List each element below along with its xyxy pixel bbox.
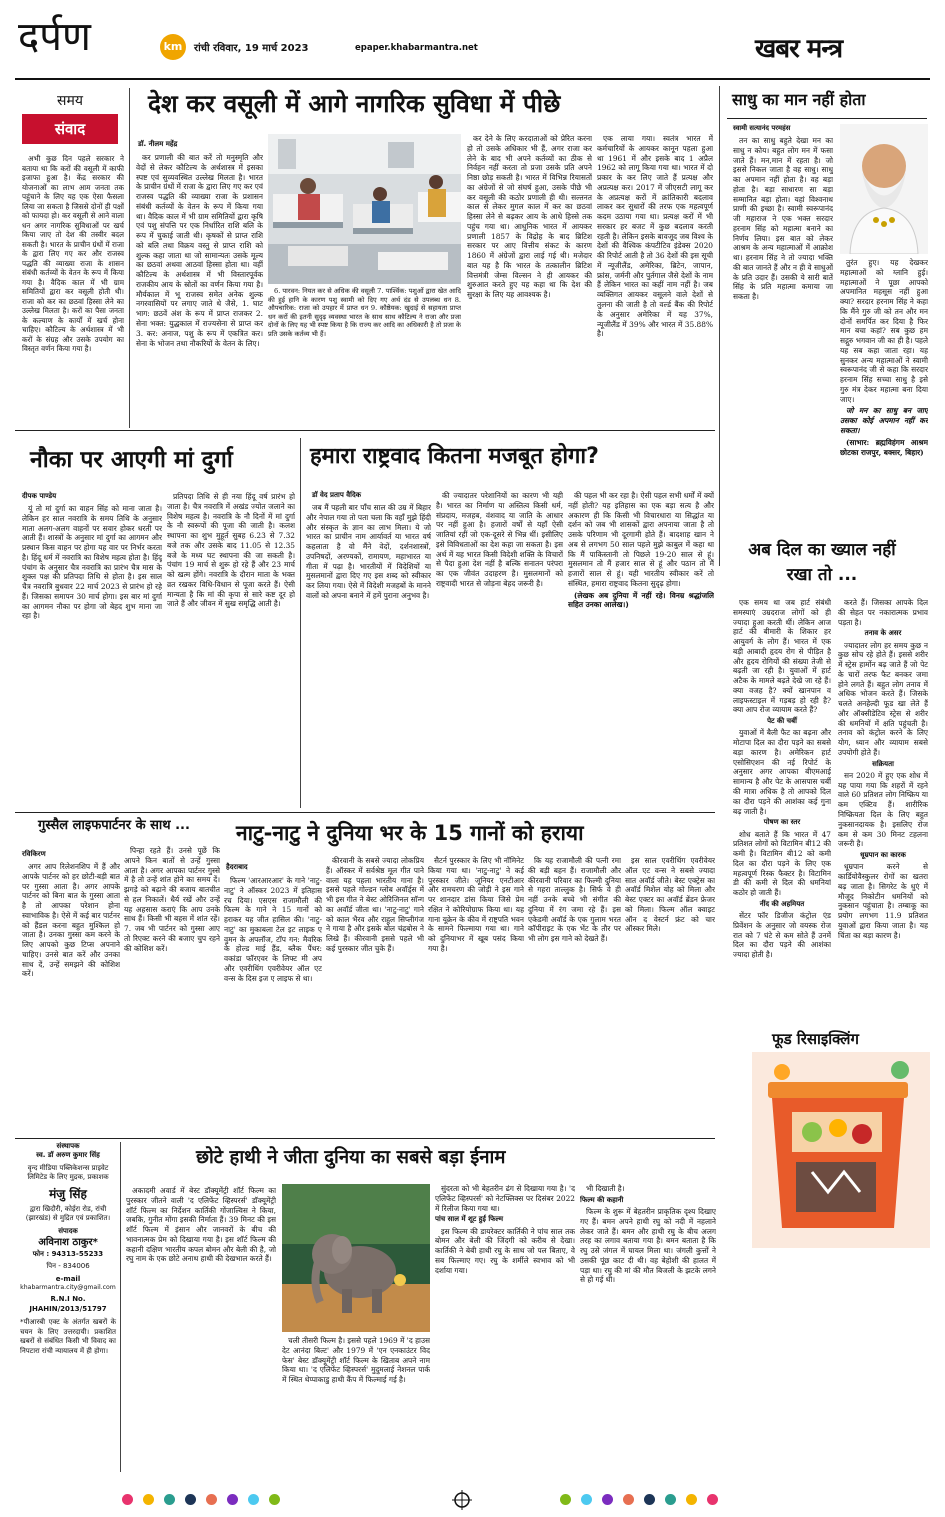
imprint-email[interactable]: khabarmantra.city@gmail.com	[20, 1284, 116, 1292]
registration-dot	[581, 1494, 592, 1505]
sadhu-quote: जो मन का साधु बन जाए उसका कोई अपमान नहीं कर सकता।	[840, 406, 928, 436]
rashtravad-col-2-text: की ज्यादातर परेशानियों का कारण भी यही है। भारत का निर्माण या अस्तित्व किसी धर्म, संप्रदाय, मजहब, वंशवाद या जाति के आधार पर नहीं हुआ है। हजारों वर्षों से यहाँ ऐसी जातियां रहीं जो एक-दूसरे से भिन्न थीं। इसीलिए इसे विविधताओं का देश कहा जा सकता है। इस अर्थ में यह भारत किसी विदेशी शक्ति के विचारों से पैदा हुआ देश नहीं है बल्कि सनातन परंपरा का एक जीवंत उदाहरण है। मुसलमानों को राष्ट्रवादी भारत से जोड़ना बेहद जरूरी है।	[436, 491, 563, 588]
hathi-sub-kahani: फिल्म की कहानी	[580, 1195, 624, 1204]
nauka-headline: नौका पर आएगी मां दुर्गा	[30, 447, 233, 473]
registration-dot	[185, 1494, 196, 1505]
nauka-col-2-text: प्रतिपदा तिथि से ही नया हिंदू वर्ष प्रारंभ हो जाता है। चैत्र नवरात्रि में अखंड ज्योत जलाने का विशेष महत्व है। नवरात्रि के नौ दिनों में मां दुर्गा के नौ स्वरूपों की पूजा की जाती है। कलश स्थापना का शुभ मुहूर्त सुबह 6.23 से 7.32 बजे तक और उसके बाद 11.05 से 12.35 बजे के मध्य घट स्थापना की जा सकती है। पंचांग 19 मार्च से शुरू हो रहे हैं और 23 मार्च को खत्म होंगे। नवरात्रि के दौरान माता के भक्त व्रत रखकर विधि-विधान से पूजा करते हैं। ऐसी मान्यता है कि मां की कृपा से सारे कष्ट दूर हो जाते हैं और जीवन में सुख समृद्धि आती है।	[167, 492, 295, 609]
samay-tag-bottom: संवाद	[22, 114, 118, 144]
registration-dot	[686, 1494, 697, 1505]
sadhu-headline: साधु का मान नहीं होता	[732, 90, 866, 109]
lead-col-3-text: एक लाया गया। स्वतंत्र भारत में कर्मचारियों के आयकर कानून पहला हुआ था 1961 में और इसके बाद 1 अप्रैल 1962 को लागू किया गया था। भारत में दो प्रकार के कर लिए जाते हैं प्रत्यक्ष और अप्रत्यक्ष कर। 2017 में जीएसटी लागू कर के अप्रत्यक्ष करों में क्रांतिकारी बदलाव लाकर कर सुधारों की तरफ एक महत्वपूर्ण कदम उठाया गया था। प्रत्यक्ष करों में भी सरकार हर बजट में कुछ बदलाव करती रहती है। लेकिन इसके बावजूद जब विश्व के देशों की वैश्विक कंपटीटिव इंडेक्स 2020 की रिपोर्ट आती है तो 36 देशों की इस सूची में न्यूजीलैंड, अमेरिका, ब्रिटेन, जापान, फ्रांस, जर्मनी और पुर्तगाल जैसे देशों के नाम हैं लेकिन भारत का कहीं नाम नहीं है। जब व्यक्तिगत आयकर वसूलने वाले देशों से तुलना की जाती है तो वर्ल्ड बैंक की रिपोर्ट के अनुसार अमेरिका में यह 37%, न्यूजीलैंड में 39% और भारत में 35.88% है।	[597, 134, 713, 339]
registration-dot	[623, 1494, 634, 1505]
lead-col-1	[136, 153, 263, 423]
rashtravad-col-1	[306, 503, 431, 803]
natu-col-2	[326, 856, 424, 1132]
registration-dot	[143, 1494, 154, 1505]
natu-col-5	[625, 856, 715, 1132]
masthead	[0, 0, 945, 78]
hospital-photo	[268, 134, 461, 284]
lead-byline: डॉ. नीलम महेंद्र	[138, 140, 178, 148]
epaper-link[interactable]: epaper.khabarmantra.net	[355, 43, 478, 53]
registration-dot	[248, 1494, 259, 1505]
swami-portrait-image	[840, 124, 928, 254]
sadhu-col-2-text: तुरंत हुए। यह देखकर महात्माओं को ग्लानि हुई। महात्माओं ने पूछा आपको अपमानित महसूस नहीं हुआ क्या? सरदार हरनाम सिंह ने कहा कि मैंने गुरु जी को तन और मन दोनों समर्पित कर दिया है फिर मान बचा कहां? सब कुछ हम सद्गुरु भगवान जी का ही है। पहले यह सब कहा जाता रहा। यह सुनकर अन्य महात्माओं ने स्वामी स्वरूपानंद जी से कहा कि सरदार हरनाम सिंह सच्चा साधु है इसे गुरु मंत्र देकर महात्मा बना दिया जाए।	[840, 258, 928, 404]
samay-body	[22, 154, 124, 414]
hathi-col-3-text: सुंदरता को भी बेहतरीन ढंग से दिखाया गया है। 'द एलिफेंट व्हिस्परर्स' को नेटफ्लिक्स पर दिसंबर 2022 में रिलीज किया गया था।	[435, 1184, 575, 1213]
hospital-ward-image	[268, 134, 461, 284]
dil-sub-tanav: तनाव के असर	[864, 629, 902, 638]
samay-text: अभी कुछ दिन पहले सरकार ने बताया था कि करों की वसूली में काफी इजाफा हुआ है। केंद्र सरकार की योजनाओं का लाभ आम जनता तक पहुंचाने के लिए यह एक ऐसा फैसला लिया जा सकता है जिससे दोनों ही पक्षों को फायदा हो। कर वसूली से आने वाला धन अगर नागरिक सुविधाओं पर खर्च किया जाए तो देश की तस्वीर बदल सकती है। भारत के प्राचीन ग्रंथों में राजा के द्वारा लिए गए कर और राजस्व पद्धति की व्याख्या राजा के शासन संबंधी कर्तव्यों के वेतन के रूप में किया गया है। वैदिक काल में भी ग्राम समितियों द्वारा कर वसूली होती थी। राजा को कर का छठवां हिस्सा लेने का उल्लेख मिलता है। करों का पैसा जनता के कल्याण के कार्यों में खर्च होना चाहिए। कौटिल्य के अर्थशास्त्र में भी करों के संग्रह और उसके उपयोग का विस्तृत वर्णन किया गया है।	[22, 154, 124, 353]
gussail-byline: रविकिरण	[22, 850, 46, 858]
natu-col-1	[224, 876, 322, 1132]
dil-col-1-text: एक समय था जब हार्ट संबंधी समस्याएं उम्रदराज लोगों को ही ज्यादा हुआ करती थीं। लेकिन आज हार्ट की बीमारी के शिकार हर आयुवर्ग के लोग हैं। भारत में एक बड़ी आबादी हृदय रोग से पीड़ित है और हृदय रोगियों की संख्या तेजी से बढ़ती जा रही है। युवाओं में हार्ट अटैक के मामले बढ़ते देखे जा रहे हैं। क्या वजह है? क्यों खानपान व लाइफस्टाइल में गड़बड़ हो रही है? क्या आप रोज व्यायाम करते हैं?	[733, 598, 831, 715]
baby-elephant-image	[282, 1184, 430, 1332]
samay-tag	[22, 88, 118, 148]
samay-tag-top: समय	[22, 88, 118, 114]
lead-col-3	[597, 134, 713, 424]
gussail-col-1	[22, 862, 120, 1132]
lead-caption-text: 6. पारवन: नियत कर से अधिक की वसूली 7. पार्श्विक: पशुओं द्वारा खेत आदि की हुई हानि के कारण पशु स्वामी को दिए गए अर्थ दंड से उपलब्ध धन 8. औपचारिक: राजा को उपहार में प्राप्त धन 9. कौष्ठेयक: खुदाई से सहायता प्राप्त धन करों की इतनी सुदृढ़ व्यवस्था भारत के साथ साथ कौटिल्य ने राजा और प्रजा दोनों के लिए यह भी स्पष्ट किया है कि राज्य कर आदि का अधिकारी है तो प्रजा के प्रति उसके कर्तव्य भी हैं।	[268, 287, 461, 338]
dil-col-1b-text: युवाओं में बैली फैट का बढ़ना और मोटापा दिल का दौरा पड़ने का सबसे बड़ा कारण है। अमेरिकन हार्ट एसोसिएशन की नई रिपोर्ट के अनुसार अगर आपका बीएमआई सामान्य है और पेट के आसपास चर्बी की मात्रा अधिक है तो आपको दिल का दौरा पड़ने की आशंका कई गुना बढ़ जाती है।	[733, 728, 831, 816]
food-recycling-illustration	[752, 1052, 930, 1248]
samay-divider	[129, 88, 130, 428]
dil-headline-1: अब दिल का ख्याल नहीं	[748, 540, 896, 560]
imprint-email-label: e-mail	[55, 1274, 81, 1283]
hathi-col-2-text: चली तीसरी फिल्म है। इससे पहले 1969 में 'द हाउस देट आनंदा बिल्ट' और 1979 में 'एन एनकाउंटर विद फेस' बेस्ट डॉक्यूमेंट्री शॉर्ट फिल्म के खिताब अपने नाम किया था। 'द एलिफेंट व्हिस्परर्स' मुदुमलाई नेशनल पार्क में स्थित थेप्पाकाडु हाथी कैंप में फिल्माई गई है।	[282, 1336, 430, 1385]
dil-headline-2: रखा तो ...	[786, 565, 858, 585]
natu-headline: नाटु-नाटु ने दुनिया भर के 15 गानों को हराया	[236, 821, 584, 845]
food-title: फूड रिसाइक्लिंग	[772, 1030, 859, 1048]
hathi-col-1	[126, 1186, 276, 1476]
hathi-col-3	[435, 1184, 575, 1476]
registration-mark-icon	[452, 1490, 472, 1510]
registration-dot	[644, 1494, 655, 1505]
imprint-publisher: वृन्द मीडिया पब्लिकेशन्स प्राइवेट लिमिटेड के लिए मुद्रक, प्रकाशक	[27, 1163, 109, 1182]
rashtravad-credit: (लेखक अब दुनिया में नहीं रहे। विनम्र श्रद्धांजलि सहित उनका आलेख।)	[568, 590, 714, 610]
nauka-col-2	[167, 492, 295, 804]
dateline: रांची रविवार, 19 मार्च 2023	[194, 43, 309, 54]
dil-col-2	[838, 598, 928, 1028]
lead-col-2	[467, 134, 592, 424]
nauka-col-1-text: यूं तो मां दुर्गा का वाहन सिंह को माना जाता है। लेकिन हर साल नवरात्रि के समय तिथि के अनुसार माता अलग-अलग वाहनों पर सवार होकर धरती पर आती हैं। शास्त्रों के अनुसार मां दुर्गा का आगमन और प्रस्थान किस वाहन पर होगा यह वार पर निर्भर करता है। हिंदू धर्म में नवरात्रि का विशेष महत्व होता है। हिंदू पंचांग के अनुसार चैत्र नवरात्रि का प्रारंभ चैत्र मास के शुक्ल पक्ष की प्रतिपदा तिथि से होता है। इस साल चैत्र नवरात्रि बुधवार 22 मार्च 2023 से प्रारंभ हो रहे हैं। जिसका समापन 30 मार्च होगा। इस बार मां दुर्गा का आगमन नौका पर होगा जो बेहद शुभ माना जा रहा है।	[22, 504, 162, 621]
registration-dot	[206, 1494, 217, 1505]
lead-col-2-text: कर देने के लिए करदाताओं को प्रेरित करना हो तो उसके अधिकार भी हैं, अगर राजा कर लेने के बाद भी अपने कर्तव्यों का ठीक से निर्वहन नहीं करता तो प्रजा उसके प्रति अपने निष्ठा छोड़ सकती है। भारत में विभिन्न रियासतों का अंग्रेजों से जो संघर्ष हुआ, उसके पीछे भी कर वसूली की कठोर प्रणाली ही थी। सल्तनत काल से लेकर मुगल काल में कर का छठवां हिस्सा लेने से बढ़कर आय के आधे हिस्से तक पहुंच गया था। आधुनिक भारत में आयकर प्रणाली 1857 के विद्रोह के बाद ब्रिटिश सरकार पर आए वित्तीय संकट के कारण 1860 में अंग्रेजों द्वारा लाई गई थी। मजेदार बात यह है कि भारत के तत्कालीन ब्रिटिश वित्तमंत्री जेम्स विल्सन ने ही आयकर की शुरुआत करते हुए यह कहा था कि देश की सुरक्षा के लिए यह आवश्यक है।	[467, 134, 592, 300]
imprint-divider	[120, 1142, 121, 1472]
imprint-founder: स्व. डॉ अरुण कुमार सिंह	[36, 1151, 100, 1160]
dil-sub-poshan: पोषण का स्तर	[763, 818, 801, 827]
registration-dot	[164, 1494, 175, 1505]
nauka-byline: दीपक पाण्डेय	[22, 492, 57, 500]
sadhu-col-1	[733, 136, 833, 566]
rashtravad-headline: हमारा राष्ट्रवाद कितना मजबूत होगा?	[310, 444, 599, 469]
registration-dot	[122, 1494, 133, 1505]
rashtravad-col-2	[436, 491, 563, 803]
natu-col-5-text: इस साल एवरीथिंग एवरीवेयर ऑल एट वन्स ने सबसे ज्यादा सात अवॉर्ड जीते। बेस्ट एक्ट्रेस का अवॉर्ड मिशेल योह को मिला और बेस्ट एक्टर का अवॉर्ड ब्रेंडन फ्रेजर को मिला। फिल्म ऑल क्वाइट ऑन द वेस्टर्न फ्रंट को चार ऑस्कर मिले।	[625, 856, 715, 934]
imprint-note: *पीआरबी एक्ट के अंतर्गत खबरों के चयन के लिए उत्तरदायी। प्रकाशित खबरों से संबंधित किसी भी विवाद का निपटारा रांची न्यायालय में ही होगा।	[20, 1318, 116, 1355]
imprint-title: संस्थापक	[56, 1142, 80, 1150]
dil-col-2d-text: धूम्रपान करने से कार्डियोवैस्कुलर रोगों का खतरा बढ़ जाता है। सिगरेट के धुएं में मौजूद निकोटीन धमनियों को नुकसान पहुंचाता है। तम्बाकू का प्रयोग लगभग 11.9 प्रतिशत युवाओं द्वारा किया जाता है। यह चिंता का बड़ा कारण है।	[838, 862, 928, 940]
imprint-box	[20, 1142, 116, 1470]
dil-sub-neend: नींद की अहमियत	[759, 899, 805, 908]
registration-dot	[707, 1494, 718, 1505]
hathi-col-1-text: अकादमी अवार्ड में बेस्ट डॉक्यूमेंट्री शॉर्ट फिल्म का पुरस्कार जीतने वाली 'द एलिफेंट व्हिस्परर्स' डॉक्यूमेंट्री शॉर्ट फिल्म का निर्देशन कार्तिकी गोंजाल्विस ने किया, जबकि, गुनीत मोंगा इसकी निर्माता हैं। 39 मिनट की इस शॉर्ट फिल्म में इंसान और जानवरों के बीच की भावनात्मक प्रेम को दिखाया गया है। इस शॉर्ट फिल्म की कहानी दक्षिण भारतीय कपल बोमन और बेली की है, जो रघु नाम के एक छोटे अनाथ हाथी की देखभाल करते हैं।	[126, 1186, 276, 1264]
section-title: दर्पण	[18, 14, 91, 60]
natu-col-4-text: कि यह राजामौली की पत्नी रमा की बड़ी बहन हैं। राजामौली और कीरवानी परिवार का फिल्मी दुनिया से गहरा ताल्लुक है। सिर्फ वे ही नहीं उनके बच्चे भी संगीत की दुनिया में रंग जमा रहे हैं। इस एकेडमी अवॉर्ड के एक गुलाम भरत कॉपीराइट के एक भेंट के तौर पर भी लोग इस गाने को देखते हैं।	[528, 856, 621, 944]
gussail-col-2	[124, 846, 220, 1132]
sadhu-byline: स्वामी सत्यानंद परमहंस	[733, 124, 791, 132]
natu-byline: हैदराबाद	[226, 863, 248, 871]
dil-sub-pet: पेट की चर्बी	[767, 717, 797, 726]
gussail-col-2-text: पिन्हा रहते हैं। उनसे पूछें कि आपने किन बातों से उन्हें गुस्सा आता है। अगर आपका पार्टनर गुस्से में है तो उन्हें शांत होने का समय दें। झगड़े को बढ़ाने की बजाय बातचीत से हल निकालें। धैर्य रखें और उन्हें यह अहसास कराएं कि आप उनके साथ हैं। किसी भी बहस में शांत रहें। 7. जब भी पार्टनर को गुस्सा आए तो रिएक्ट करने की बजाए चुप रहने की कोशिश करें।	[124, 846, 220, 953]
nauka-col-1	[22, 504, 162, 804]
dil-sub-sakriyata: सक्रियता	[872, 759, 894, 768]
masthead-rule	[15, 78, 930, 80]
footer-dots-left	[122, 1494, 422, 1508]
footer-dots-right	[560, 1494, 860, 1508]
natu-col-4	[528, 856, 621, 1132]
hathi-col-4b-text: फिल्म के शुरू में बेहतरीन प्राकृतिक दृश्य दिखाए गए हैं। बमन अपने हाथी रघु को नदी में नहलाने लेकर जाते हैं। बमन और हाथी रघु के बीच अलग तरह का लगाव बताया गया है। बमन बताता है कि रघु उसे जंगल में घायल मिला था। जंगली कुत्तों ने उसकी पूंछ काट दी थी। वह बेहोशी की हालत में पड़ा था। रघु की मां की मौत बिजली के झटके लगने से हो गई थी।	[580, 1207, 716, 1285]
natu-col-3-text: सैटर्न पुरस्कार के लिए भी नॉमिनेट किया गया था। 'नाटु-नाटु' ने कई पुरस्कार जीते। जूनियर एनटीआर और रामचरण की जोड़ी ने इस गाने पर शानदार डांस किया जिसे प्रेम रक्षित ने कोरियोग्राफ किया था। यह गाना यूक्रेन के कीव में राष्ट्रपति भवन के सामने फिल्माया गया था। गाने को दुनियाभर में खूब पसंद किया गया है।	[428, 856, 524, 953]
top-band-rule	[15, 430, 715, 431]
logo-text: km	[163, 40, 183, 53]
sadhu-col-1-text: तन का साधु बहुते देखा मन का साधु न कोय। बहुत लोग मन में फसा जाते हैं। मन,मान में रहता है। जो इससे निकल जाता है वह साधु। साधु का अपमान नहीं होता है। वह बड़ा होता है। बड़ा साधारण सा बड़ा सम्मानित बड़ा होता। यहां विश्वनाथ प्राणी की इच्छा है। स्वामी स्वरूपानंद जी महाराज ने एक भक्त सरदार हरनाम सिंह को महात्मा बनाने का निर्णय लिया। इस बात को लेकर आश्रम के अन्य महात्माओं में आक्रोश था। हरनाम सिंह ने तो ज्यादा भक्ति की बात जानते हैं और न ही वे साधुओं के प्रति उदार हैं। उसकी ये सारी बातें सिंह के प्रति महात्मा कमाया जा सकता है।	[733, 136, 833, 302]
imprint-editor: मंजु सिंह	[49, 1186, 87, 1201]
lead-caption	[268, 287, 461, 423]
dil-col-1d-text: सेंटर फॉर डिजीज कंट्रोल एंड प्रिवेंशन के अनुसार जो वयस्क रोज रात को 7 घंटे से कम सोते हैं उनमें दिल का दौरा पड़ने की आशंका ज्यादा होती है।	[733, 911, 831, 960]
hathi-col-2	[282, 1336, 430, 1476]
dil-col-2b-text: ज्यादातर लोग हर समय कुछ न कुछ सोच रहे होते हैं। इससे शरीर में स्ट्रेस हार्मोन बढ़ जाते हैं जो पेट के चारों तरफ फैट बनकर जमा होने लगते हैं। बहुत लोग तनाव में अधिक भोजन करते हैं। जिसके चलते अनहेल्दी फूड खा लेते हैं और ऑक्सीडेटिव स्ट्रेस से शरीर की धमनियों में क्षति पहुंचती है। तनाव को कंट्रोल करने के लिए योग, ध्यान और व्यायाम सबसे उपयोगी होते हैं।	[838, 640, 928, 757]
lead-right-divider	[719, 86, 720, 566]
imprint-address: द्वारा खिदौरी, कोईरा रोड, रांची (झारखंड) से मुद्रित एवं प्रकाशित।	[25, 1204, 111, 1223]
brand-logo: खबर मन्त्र	[755, 34, 843, 64]
sadhu-credit: (साभार: ब्रह्मविहंगम आश्रम छोटका राजपुर, बक्सर, बिहार)	[840, 437, 928, 457]
hathi-col-4	[580, 1184, 716, 1476]
registration-dot	[269, 1494, 280, 1505]
rashtravad-col-3	[568, 491, 714, 803]
natu-col-1-text: फिल्म 'आरआरआर' के गाने 'नाटु-नाटु' ने ऑस्कर 2023 में इतिहास रच दिया। एसएस राजामौली की फिल्म के गाने ने 15 गानों को हराकर यह जीत हासिल की। 'नाटु-नाटु' का मुकाबला टेल इट लाइक ए वुमन के अपलॉज, टॉप गन: मैवरिक के होल्ड माई हैंड, ब्लैक पैंथर: वकांडा फॉरएवर के लिफ्ट मी अप और एवरीथिंग एवरीवेयर ऑल एट वन्स के दिस इज ए लाइफ से था।	[224, 876, 322, 983]
gussail-col-1-text: अगर आप रिलेशनशिप में हैं और आपके पार्टनर को हर छोटी-बड़ी बात पर गुस्सा आता है। अगर आपके पार्टनर को बिना बात के गुस्सा आता है तो आपका परेशान होना स्वाभाविक है। ऐसे में कई बार पार्टनर को हैंडल करना बहुत मुश्किल हो जाता है। उनका गुस्सा कम करने के लिए आपको कुछ टिप्स अपनाने चाहिए। उनसे बात करें और उनका साथ दें, उन्हें समझने की कोशिश करें।	[22, 862, 120, 979]
sadhu-rule	[727, 118, 927, 119]
rashtravad-col-3-text: की पहल भी कर रहा है। ऐसी पहल सभी धर्मों में क्यों नहीं होती? यह इतिहास का एक बड़ा सत्य है और अकारण ही कि किसी भी विचारधारा या सिद्धांत या दर्शन को जब भी शासकों द्वारा अपनाया जाता है तो उसके परिणाम भी दूरगामी होते हैं। बादशाह खान ने अब से लगभग 50 साल पहले मुझे काबुल में कहा था कि मैं पाकिस्तानी तो पिछले 19-20 साल से हूं। मुसलमान तो मैं हजार साल से हूं और पठान तो मैं हजारों साल से हूं। यही भारतीय स्वीकार करें तो संस्थित, हमारा राष्ट्रवाद कितना सुदृढ़ होगा।	[568, 491, 714, 588]
hathi-sub-shoot: पांच साल में शूट हुई फिल्म	[435, 1215, 504, 1224]
registration-dot	[602, 1494, 613, 1505]
lead-headline: देश कर वसूली में आगे नागरिक सुविधा में पीछे	[148, 89, 561, 118]
rashtravad-byline: डॉ वेद प्रताप वैदिक	[312, 491, 362, 499]
hathi-headline: छोटे हाथी ने जीता दुनिया का सबसे बड़ा ईनाम	[196, 1147, 506, 1168]
sadhu-col-2	[840, 258, 928, 568]
sadhu-photo	[840, 124, 928, 254]
imprint-sampadak-name: अविनाश ठाकुर*	[38, 1237, 98, 1249]
dil-col-2c-text: सन 2020 में हुए एक शोध में यह पाया गया कि शहरों में रहने वाले 60 प्रतिशत लोग निष्क्रिय या कम एक्टिव हैं। शारीरिक निष्क्रियता दिल के लिए बहुत नुकसानदायक है। इसलिए रोज कम से कम 30 मिनट टहलना जरूरी है।	[838, 770, 928, 849]
elephant-photo	[282, 1184, 430, 1332]
registration-dot	[665, 1494, 676, 1505]
dil-col-1c-text: शोध बताते हैं कि भारत में 47 प्रतिशत लोगों को विटामिन बी12 की कमी है। विटामिन बी12 को कमी दिल का दौरा पड़ने के लिए एक महत्वपूर्ण रिस्क फैक्टर है। विटामिन डी की कमी से दिल की धमनियां कठोर हो जाती हैं।	[733, 829, 831, 898]
nauka-divider	[300, 438, 301, 808]
logo-icon	[160, 34, 186, 60]
middle-band-rule	[15, 812, 715, 813]
imprint-sampadak-label: संपादक	[58, 1226, 78, 1235]
dil-col-2-text: करते हैं। जिसका आपके दिल की सेहत पर नकारात्मक प्रभाव पड़ता है।	[838, 598, 928, 627]
hathi-col-3b-text: इस फिल्म की डायरेक्टर कार्तिकी ने पांच साल तक बोमन और बेली की जिंदगी को करीब से देखा। कार्तिकी ने बेबी हाथी रघु के साथ जो पल बिताए, वे सब फिल्माए गए। रघु के शर्मीले स्वभाव को भी दर्शाया गया।	[435, 1226, 575, 1275]
rashtravad-col-1-text: जब मैं पहली बार पाँच साल की उम्र में बिहार और नेपाल गया तो पता चला कि वहाँ मुझे हिंदी और संस्कृत के ज्ञान का लाभ मिला। ये जो भारत का प्राचीन नाम आर्यावर्त या भारत वर्ष कहलाता है वो मैंने वेदों, दर्शनशास्त्रों, उपनिषदों, अरण्यकों, रामायण, महाभारत या गीता में पढ़ा है। भारतीयों में विदेशियों या मुसलमानों द्वारा दिए गए इस शब्द को स्वीकार कर लिया गया। ऐसे में विदेशी मजहबों के मानने वालों को अपना बनाने में हमें पुराना अनुभव है।	[306, 503, 431, 600]
registration-dot	[560, 1494, 571, 1505]
registration-dot	[227, 1494, 238, 1505]
lower-band-rule	[15, 1138, 715, 1139]
imprint-rni: R.N.I No. JHAHIN/2013/51797	[29, 1295, 107, 1313]
dil-sub-dhumrapan: धूम्रपान का कारक	[860, 851, 906, 860]
imprint-phone: फोन : 94313-55233	[32, 1249, 104, 1258]
imprint-pin: पिन - 834006	[46, 1262, 90, 1271]
gussail-headline: गुस्सैल लाइफपार्टनर के साथ ...	[38, 818, 190, 833]
natu-col-2-text: कीरवानी के सबसे ज्यादा लोकप्रिय हैं। ऑस्कर में सर्वश्रेष्ठ मूल गीत पाने वाला यह पहला भारतीय गाना है। इससे पहले गोल्डन ग्लोब अवॉर्ड्स में भी इस गीत ने बेस्ट ओरिजिनल सॉन्ग का अवॉर्ड जीता था। 'नाटु-नाटु' गाने को काल भैरव और राहुल सिप्लीगंज ने गाया है और इसके बोल चंद्रबोस ने लिखे हैं। कीरवानी इससे पहले भी कई पुरस्कार जीत चुके हैं।	[326, 856, 424, 953]
lead-col-1-text: कर प्रणाली की बात करें तो मनुस्मृति और वेदों से लेकर कौटिल्य के अर्थशास्त्र में इसका स्पष्ट एवं सुव्यवस्थित उल्लेख मिलता है। भारत के प्राचीन ग्रंथों में राजा के द्वारा लिए गए कर एवं राजस्व पद्धति की व्याख्या राजा के प्रशासन संबंधी कर्तव्यों के वेतन के रूप में किया गया था। वैदिक काल में भी ग्राम समितियों द्वारा कृषि एवं पशु संपत्ति पर एक निर्धारित राशि बलि के रूप में चुकाई जाती थी। कृषकों से प्राप्त राशि को बलि तथा विक्रय वस्तु से प्राप्त राशि को शुल्क कहा जाता था जो सामान्यतः उसके मूल्य का छठवां अथवा आठवां हिस्सा होता था। वहीं कौटिल्य के अर्थशास्त्र में भी विस्तारपूर्वक राजकीय आय के स्रोतों का वर्णन किया गया है। मौर्यकाल में भू राजस्व समेत अनेक शुल्क नगरवासियों पर लगाए जाते थे जैसे, 1. घाट भाग: छठवें अंश के रूप में प्राप्त राजकर 2. सेना भक्त: युद्धकाल में राज्यसेना से प्राप्त कर 3. कर: अनाज, पशु के रूप में एकत्रित कर। सेना के भोजन तथा नौकरियों के वेतन के लिए।	[136, 153, 263, 348]
natu-col-3	[428, 856, 524, 1132]
food-box	[752, 1028, 930, 1250]
hathi-col-4-text: भी दिखाती है।	[586, 1184, 625, 1193]
rashtravad-header	[304, 440, 714, 480]
